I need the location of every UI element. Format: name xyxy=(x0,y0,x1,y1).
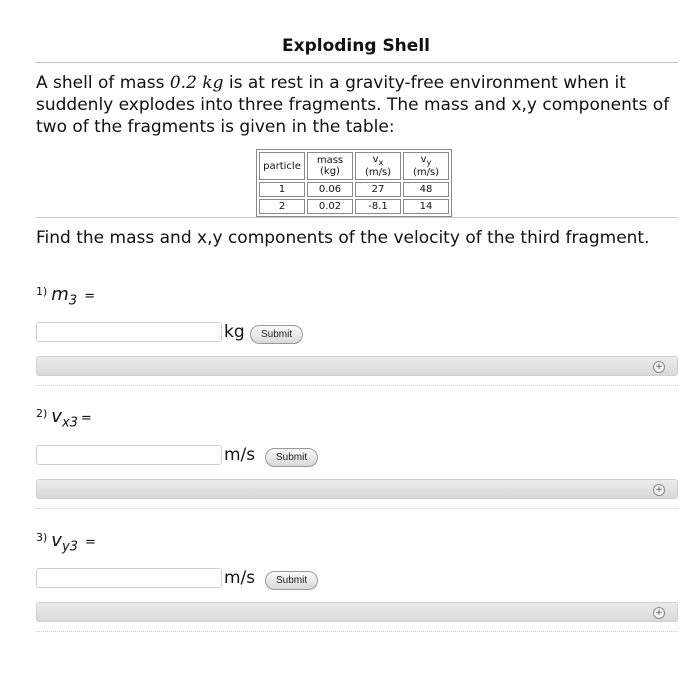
m3-hint-bar[interactable] xyxy=(36,356,678,376)
vy3-hint-bar[interactable] xyxy=(36,602,678,622)
table-header-row xyxy=(259,152,449,180)
table-row xyxy=(259,182,449,197)
table-cell: 48 xyxy=(403,182,449,197)
vy3-unit: m/s xyxy=(224,568,256,588)
vy3-answer-input[interactable] xyxy=(36,568,222,588)
question-text: Find the mass and x,y components of the velocity of the third fragment. xyxy=(36,228,650,248)
question-2-label: $^{2)}$ $v_{x3}$ = xyxy=(36,406,92,431)
dotted-separator xyxy=(36,508,678,509)
col-header-particle: particle xyxy=(259,152,305,180)
intro-text-2: is at rest in a gravity-free environment when it suddenly explodes into three fragments. The mass and x,y components of two of the fragments is given in the table: xyxy=(36,73,670,137)
vx3-submit-button[interactable]: Submit xyxy=(265,448,318,467)
table-cell: 2 xyxy=(259,199,305,214)
col-header-mass: mass (kg) xyxy=(307,152,353,180)
problem-statement xyxy=(36,72,678,138)
table-cell: 27 xyxy=(355,182,401,197)
table-cell: 0.06 xyxy=(307,182,353,197)
table-cell: 14 xyxy=(403,199,449,214)
page-title: Exploding Shell xyxy=(282,36,430,56)
dotted-separator xyxy=(36,385,678,386)
title-divider xyxy=(36,62,678,63)
dotted-separator xyxy=(36,631,678,632)
col-header-vy: $v_y$ (m/s) xyxy=(403,152,449,180)
question-3-label: $^{3)}$ $v_{y3}$ = xyxy=(36,530,96,555)
table-cell: -8.1 xyxy=(355,199,401,214)
question-number: 1) xyxy=(36,285,48,298)
plus-circle-icon[interactable]: + xyxy=(653,607,665,619)
col-header-vx: $v_x$ (m/s) xyxy=(355,152,401,180)
variable-vy3: $v_{y3}$ xyxy=(51,530,78,555)
m3-submit-button[interactable]: Submit xyxy=(250,325,303,344)
variable-m3: $m_3$ xyxy=(51,284,78,309)
question-number: 2) xyxy=(36,407,48,420)
section-divider xyxy=(36,217,678,218)
table-cell: 1 xyxy=(259,182,305,197)
vx3-hint-bar[interactable] xyxy=(36,479,678,499)
question-number: 3) xyxy=(36,531,48,544)
vx3-answer-input[interactable] xyxy=(36,445,222,465)
plus-circle-icon[interactable]: + xyxy=(653,484,665,496)
m3-unit: kg xyxy=(224,322,245,342)
table-cell: 0.02 xyxy=(307,199,353,214)
m3-answer-input[interactable] xyxy=(36,322,222,342)
question-1-label: $^{1)}$ $m_3$ = xyxy=(36,284,96,309)
variable-vx3: $v_{x3}$ xyxy=(51,406,78,431)
vx3-unit: m/s xyxy=(224,445,256,465)
fragment-table xyxy=(256,149,452,217)
vy3-submit-button[interactable]: Submit xyxy=(265,571,318,590)
intro-text-1: A shell of mass xyxy=(36,73,170,93)
plus-circle-icon[interactable]: + xyxy=(653,361,665,373)
shell-mass: 0.2 kg xyxy=(169,73,224,93)
table-row xyxy=(259,199,449,214)
